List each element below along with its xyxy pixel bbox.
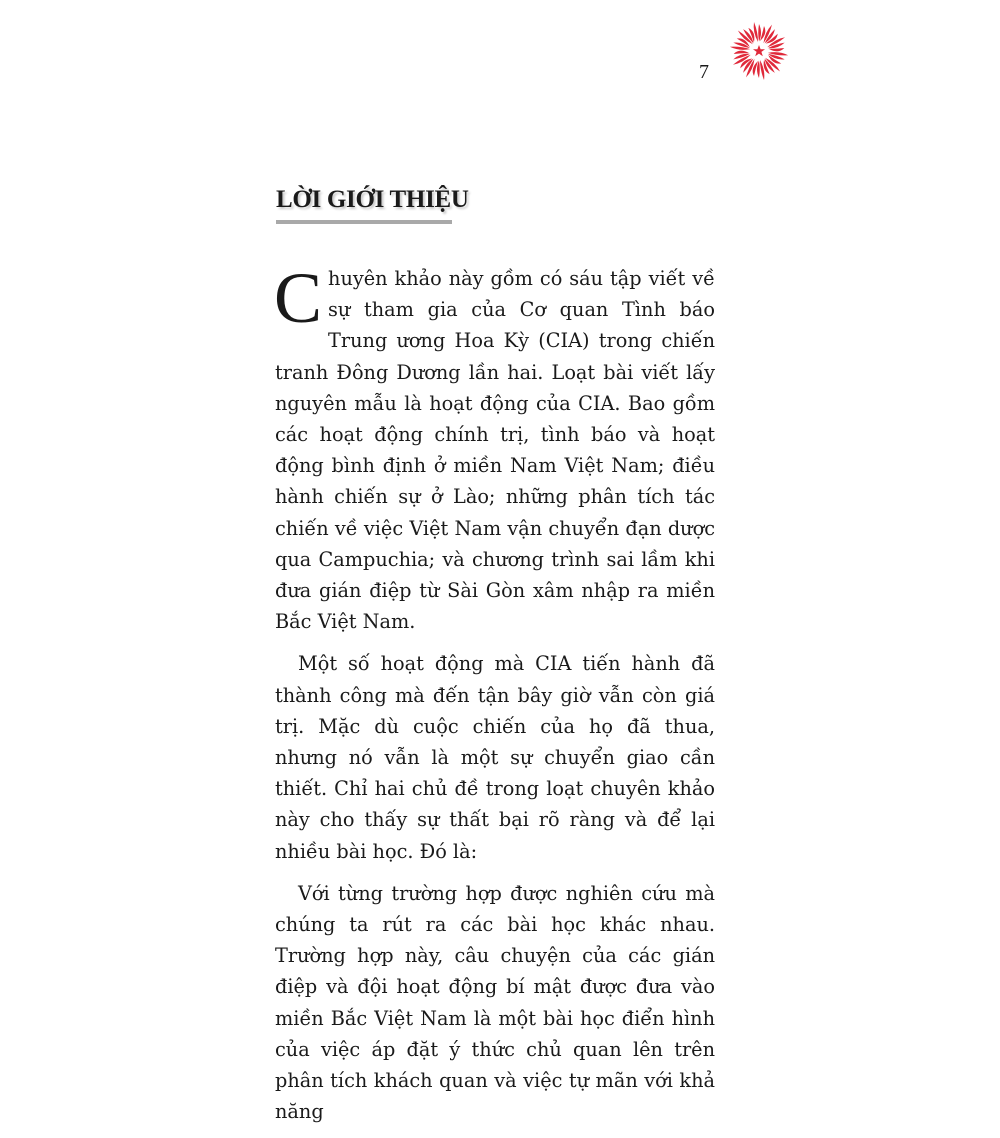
title-underline: [276, 220, 452, 224]
paragraph-3: Với từng trường hợp được nghiên cứu mà chúng ta rút ra các bài học khác nhau. Trường hợp này, câu chuyện của các gián điệp và đội hoạt động bí mật được đưa vào miền Bắc Việt Nam là một bài học điển hình của việc áp đặt ý thức chủ quan lên trên phân tích khách quan và việc tự mãn với khả năng: [275, 881, 715, 1124]
page-number: 7: [699, 61, 709, 83]
paragraph-2: Một số hoạt động mà CIA tiến hành đã thành công mà đến tận bây giờ vẫn còn giá trị. Mặc dù cuộc chiến của họ đã thua, nhưng nó vẫn là một sự chuyển giao cần thiết. Chỉ hai chủ đề trong loạt chuyên khảo này cho thấy sự thất bại rõ ràng và để lại nhiều bài học. Đó là:: [275, 652, 715, 863]
emblem-petal: [757, 61, 760, 79]
section-title: LỜI GIỚI THIỆU: [276, 186, 469, 213]
red-star-flower-emblem-icon: [728, 20, 790, 82]
emblem-petal: [758, 24, 761, 42]
body-text: [274, 258, 715, 1138]
paragraph-1: [274, 258, 715, 637]
paragraph-1-text: huyên khảo này gồm có sáu tập viết về sự tham gia của Cơ quan Tình báo Trung ương Hoa Kỳ (CIA) trong chiến tranh Đông Dương lần hai. Loạt bài viết lấy nguyên mẫu là hoạt động của CIA. Bao gồm các hoạt động chính trị, tình báo và hoạt động bình định ở miền Nam Việt Nam; điều hành chiến sự ở Lào; những phân tích tác chiến về việc Việt Nam vận chuyển đạn dược qua Campuchia; và chương trình sai lầm khi đưa gián điệp từ Sài Gòn xâm nhập ra miền Bắc Việt Nam.: [275, 267, 715, 634]
drop-cap: C: [274, 258, 323, 338]
heading-block: [276, 180, 469, 224]
